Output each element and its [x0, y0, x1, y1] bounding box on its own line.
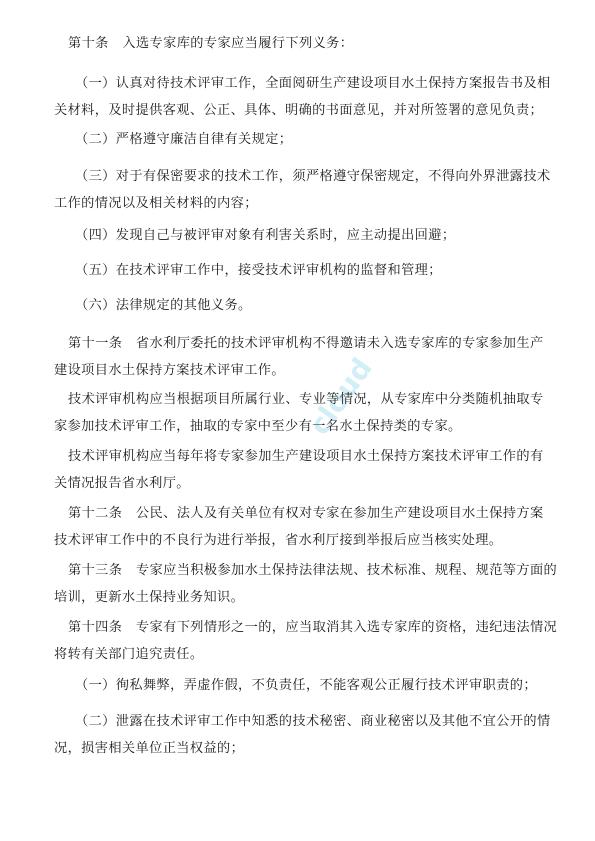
text-line: （一）徇私舞弊，弄虚作假，不负责任，不能客观公正履行技术评审职责的；: [68, 678, 537, 693]
text-line: 第十条 入选专家库的专家应当履行下列义务：: [68, 36, 354, 51]
text-line: （六）法律规定的其他义务。: [68, 298, 252, 313]
text-line: 关材料，及时提供客观、公正、具体、明确的书面意见，并对所签署的意见负责；: [54, 103, 544, 118]
article-14-item-1: [68, 672, 568, 699]
article-10-item-4: [68, 222, 568, 249]
text-line: （四）发现自己与被评审对象有利害关系时，应主动提出回避；: [68, 228, 456, 243]
article-13: [54, 557, 568, 611]
text-line: 况，损害相关单位正当权益的；: [54, 741, 245, 756]
text-line: （二）严格遵守廉洁自律有关规定；: [68, 132, 293, 147]
text-line: （三）对于有保密要求的技术工作，须严格遵守保密规定，不得向外界泄露技术: [68, 169, 551, 184]
watermark: cloud: [302, 352, 379, 441]
text-line: 建设项目水土保持方案技术评审工作。: [54, 363, 285, 378]
text-line: 工作的情况以及相关材料的内容；: [54, 196, 258, 211]
article-10-item-5: [68, 257, 568, 284]
article-10: [68, 30, 568, 57]
text-line: 家参加技术评审工作，抽取的专家中至少有一名水土保持类的专家。: [54, 419, 462, 434]
article-10-item-3: [54, 163, 568, 217]
text-line: 技术评审工作中的不良行为进行举报，省水利厅接到举报后应当核实处理。: [54, 533, 503, 548]
text-line: 培训，更新水土保持业务知识。: [54, 590, 245, 605]
text-line: （五）在技术评审工作中，接受技术评审机构的监督和管理；: [68, 263, 442, 278]
article-10-item-1: [54, 70, 568, 124]
article-14: [54, 614, 568, 668]
article-10-item-2: [68, 126, 568, 153]
text-line: 关情况报告省水利厅。: [54, 476, 190, 491]
article-11-para-3: [54, 443, 568, 497]
text-line: 第十四条 专家有下列情形之一的，应当取消其入选专家库的资格，违纪违法情况: [68, 620, 558, 635]
text-line: （二）泄露在技术评审工作中知悉的技术秘密、商业秘密以及其他不宜公开的情: [68, 714, 551, 729]
text-line: 将转有关部门追究责任。: [54, 647, 204, 662]
text-line: 技术评审机构应当根据项目所属行业、专业等情况，从专家库中分类随机抽取专: [68, 392, 544, 407]
article-11-para-2: [54, 386, 568, 440]
text-line: （一）认真对待技术评审工作，全面阅研生产建设项目水土保持方案报告书及相: [68, 76, 551, 91]
article-12: [54, 500, 568, 554]
article-10-item-6: [68, 292, 568, 319]
text-line: 第十一条 省水利厅委托的技术评审机构不得邀请未入选专家库的专家参加生产: [68, 336, 544, 351]
text-line: 第十三条 专家应当积极参加水土保持法律法规、技术标准、规程、规范等方面的: [68, 563, 558, 578]
article-11: [54, 330, 568, 384]
article-14-item-2: [54, 708, 568, 762]
text-line: 第十二条 公民、法人及有关单位有权对专家在参加生产建设项目水土保持方案: [68, 506, 544, 521]
text-line: 技术评审机构应当每年将专家参加生产建设项目水土保持方案技术评审工作的有: [68, 449, 544, 464]
